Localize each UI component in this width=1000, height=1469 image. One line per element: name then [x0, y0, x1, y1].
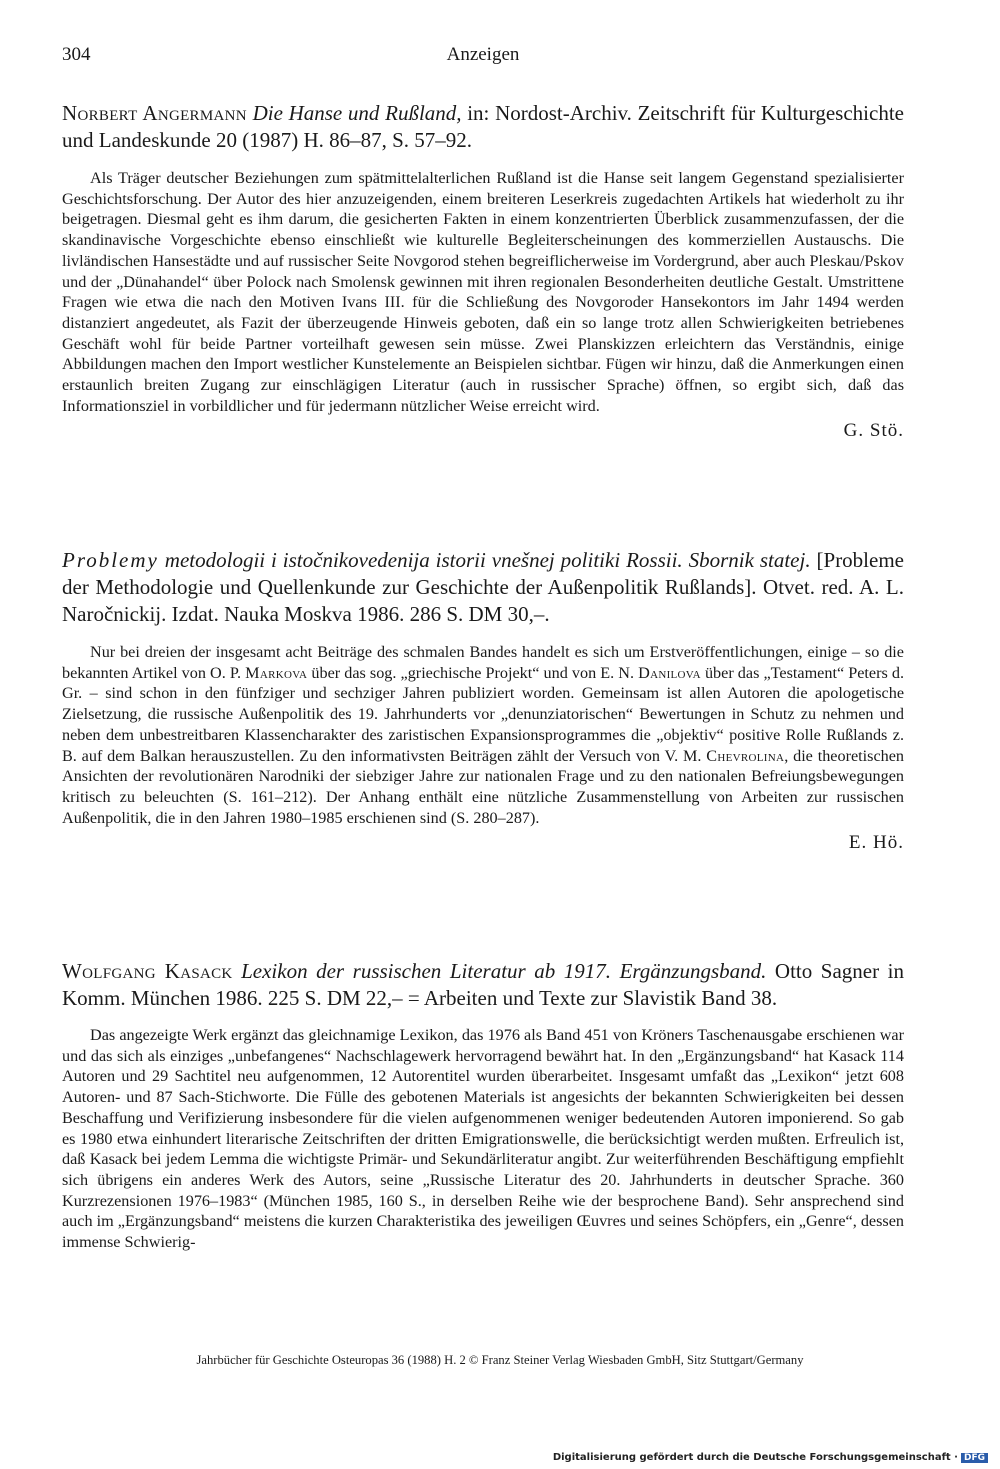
book-title: Lexikon der russischen Literatur ab 1917. Ergänzungsband.: [241, 959, 767, 983]
dfg-logo: DFG: [961, 1453, 988, 1463]
author-name: Wolfgang Kasack: [62, 959, 233, 983]
page-number: 304: [62, 44, 91, 65]
running-head: [62, 44, 904, 72]
body-text: , die theoretischen Ansichten der revolutionären Narodniki der siebziger Jahre zur nationalen Frage und zu den nationalen Befreiungsbewegungen kritisch zu beleuchten (S. 161–212). Der Anhang enthält eine nützliche Zusammenstellung von Arbeiten zur russischen Außenpolitik, die in den Jahren 1980–1985 erschienen sind (S. 280–287).: [62, 746, 904, 827]
author-name: Markova: [245, 663, 308, 682]
citation: [62, 958, 904, 1012]
review-kasack: [62, 958, 904, 1253]
citation: [62, 100, 904, 154]
author-name: Chevrolina: [706, 746, 785, 765]
review-body: Als Träger deutscher Beziehungen zum spätmittelalterlichen Rußland ist die Hanse seit langem Gegenstand spezialisierter Geschichtsforschung. Der Autor des hier anzuzeigenden, einem breiteren Leserkreis zugedachten Artikels hat wiederholt zu ihr beigetragen. Diesmal geht es ihm darum, die gesicherten Fakten in einem konzentrierten Überblick zusammenzufassen, der die skandinavische Vorgeschichte ebenso einschließt wie kulturelle Begleiterscheinungen des kommerziellen Austauschs. Die livländischen Hansestädte und auf russischer Seite Novgorod stehen begreiflicherweise im Vordergrund, aber auch Pleskau/Pskov und der „Dünahandel“ über Polock nach Smolensk gewinnen mit ihren regionalen Besonderheiten deutliche Gestalt. Umstrittene Fragen wie etwa die nach den Motiven Ivans III. für die Schließung des Novgoroder Hansekontors im Jahr 1494 werden distanziert angedeutet, als Fazit der überzeugende Hinweis geboten, daß ein so lange trotz allen Schwierigkeiten betriebenes Geschäft wohl für beide Partner vorteilhaft gewesen sein müsse. Zwei Planskizzen erleichtern das Verständnis, einige Abbildungen machen den Import westlicher Kunstelemente an Beispielen sichtbar. Fügen wir hinzu, daß die Anmerkungen einen erstaunlich breiten Zugang zur einschlägigen Literatur (auch in russischer Sprache) öffnen, so ergibt sich, daß das Informationsziel in vorbildlicher und für jedermann nützlicher Weise erreicht wird.: [62, 169, 904, 415]
review-problemy: [62, 547, 904, 854]
citation-details: in: Nordost-Archiv. Zeitschrift für Kulturgeschichte und Landeskunde 20 (1987) H. 86–87, S. 57–92.: [62, 101, 904, 152]
book-title-spaced: Problemy: [62, 548, 159, 572]
reviewer-signature: E. Hö.: [848, 832, 904, 854]
review-angermann: [62, 100, 904, 442]
reviewer-signature: G. Stö.: [843, 420, 904, 442]
body-text: Nur bei dreien der insgesamt acht Beiträge des schmalen Bandes handelt es sich um Erstveröffentlichungen, einige – so die bekannten Artikel von O. P.: [62, 643, 904, 682]
book-title: Die Hanse und Rußland,: [252, 101, 462, 125]
citation: [62, 547, 904, 628]
body-text: über das „Testament“ Peters d. Gr. – sind schon in den fünfziger und sechziger Jahren publiziert worden. Gemeinsam ist allen Autoren die apologetische Zielsetzung, die russische Außenpolitik des 19. Jahrhunderts vor „denunziatorischen“ Bewertungen in Schutz zu nehmen und neben dem unbestreitbaren Klassencharakter des zaristischen Expansionsprogrammes die „objektiv“ positive Rolle Rußlands z. B. auf dem Balkan herauszustellen. Zu den informativsten Beiträgen zählt der Versuch von V. M.: [62, 663, 904, 765]
dfg-credit: [553, 1452, 988, 1463]
review-body: [62, 642, 904, 828]
author-name: Danilova: [638, 663, 701, 682]
book-title: metodologii i istočnikovedenija istorii vnešnej politiki Rossii. Sbornik statej.: [158, 548, 811, 572]
running-title: Anzeigen: [446, 44, 520, 65]
body-text: über das sog. „griechische Projekt“ und von E. N.: [307, 663, 639, 682]
author-name: Norbert Angermann: [62, 101, 247, 125]
journal-footer: Jahrbücher für Geschichte Osteuropas 36 (1988) H. 2 © Franz Steiner Verlag Wiesbaden GmbH, Sitz Stuttgart/Germany: [196, 1353, 804, 1367]
citation-details: Otto Sagner in Komm. München 1986. 225 S. DM 22,– = Arbeiten und Texte zur Slavistik Band 38.: [62, 959, 904, 1010]
citation-details: [Probleme der Methodologie und Quellenkunde zur Geschichte der Außenpolitik Rußlands]. Otvet. red. A. L. Naročnickij. Izdat. Nauka Moskva 1986. 286 S. DM 30,–.: [62, 548, 904, 626]
review-body: Das angezeigte Werk ergänzt das gleichnamige Lexikon, das 1976 als Band 451 von Kröners Taschenausgabe erschienen war und das sich als einziges „unbefangenes“ Nachschlagewerk hervorragend bewährt hat. In den „Ergänzungsband“ hat Kasack 114 Autoren und 29 Sachtitel neu aufgenommen, 12 Autorentitel wurden überarbeitet. Insgesamt umfaßt das „Lexikon“ jetzt 608 Autoren- und 87 Sach-Stichworte. Die Fülle des gebotenen Materials ist angesichts der bekannten Schwierigkeiten bei dessen Beschaffung und Verifizierung insbesondere für die vielen aufgenommenen weniger bedeutenden Autoren imponierend. So gab es 1980 etwa einhundert literarische Zeitschriften der dritten Emigrationswelle, die berücksichtigt werden mußten. Erfreulich ist, daß Kasack bei jedem Lemma die wichtigste Primär- und Sekundärliteratur angibt. Zur weiterführenden Beschäftigung empfiehlt sich übrigens ein anderes Werk des Autors, seine „Russische Literatur des 20. Jahrhunderts in deutscher Sprache. 360 Kurzrezensionen 1976–1983“ (München 1985, 160 S., in derselben Reihe wie der besprochene Band). Sehr ansprechend sind auch im „Ergänzungsband“ meistens die kurzen Charakteristika des jeweiligen Œuvres und seines Schöpfers, ein „Genre“, dessen immense Schwierig-: [62, 1026, 904, 1252]
dfg-note: Digitalisierung gefördert durch die Deutsche Forschungsgemeinschaft ·: [552, 1452, 958, 1463]
